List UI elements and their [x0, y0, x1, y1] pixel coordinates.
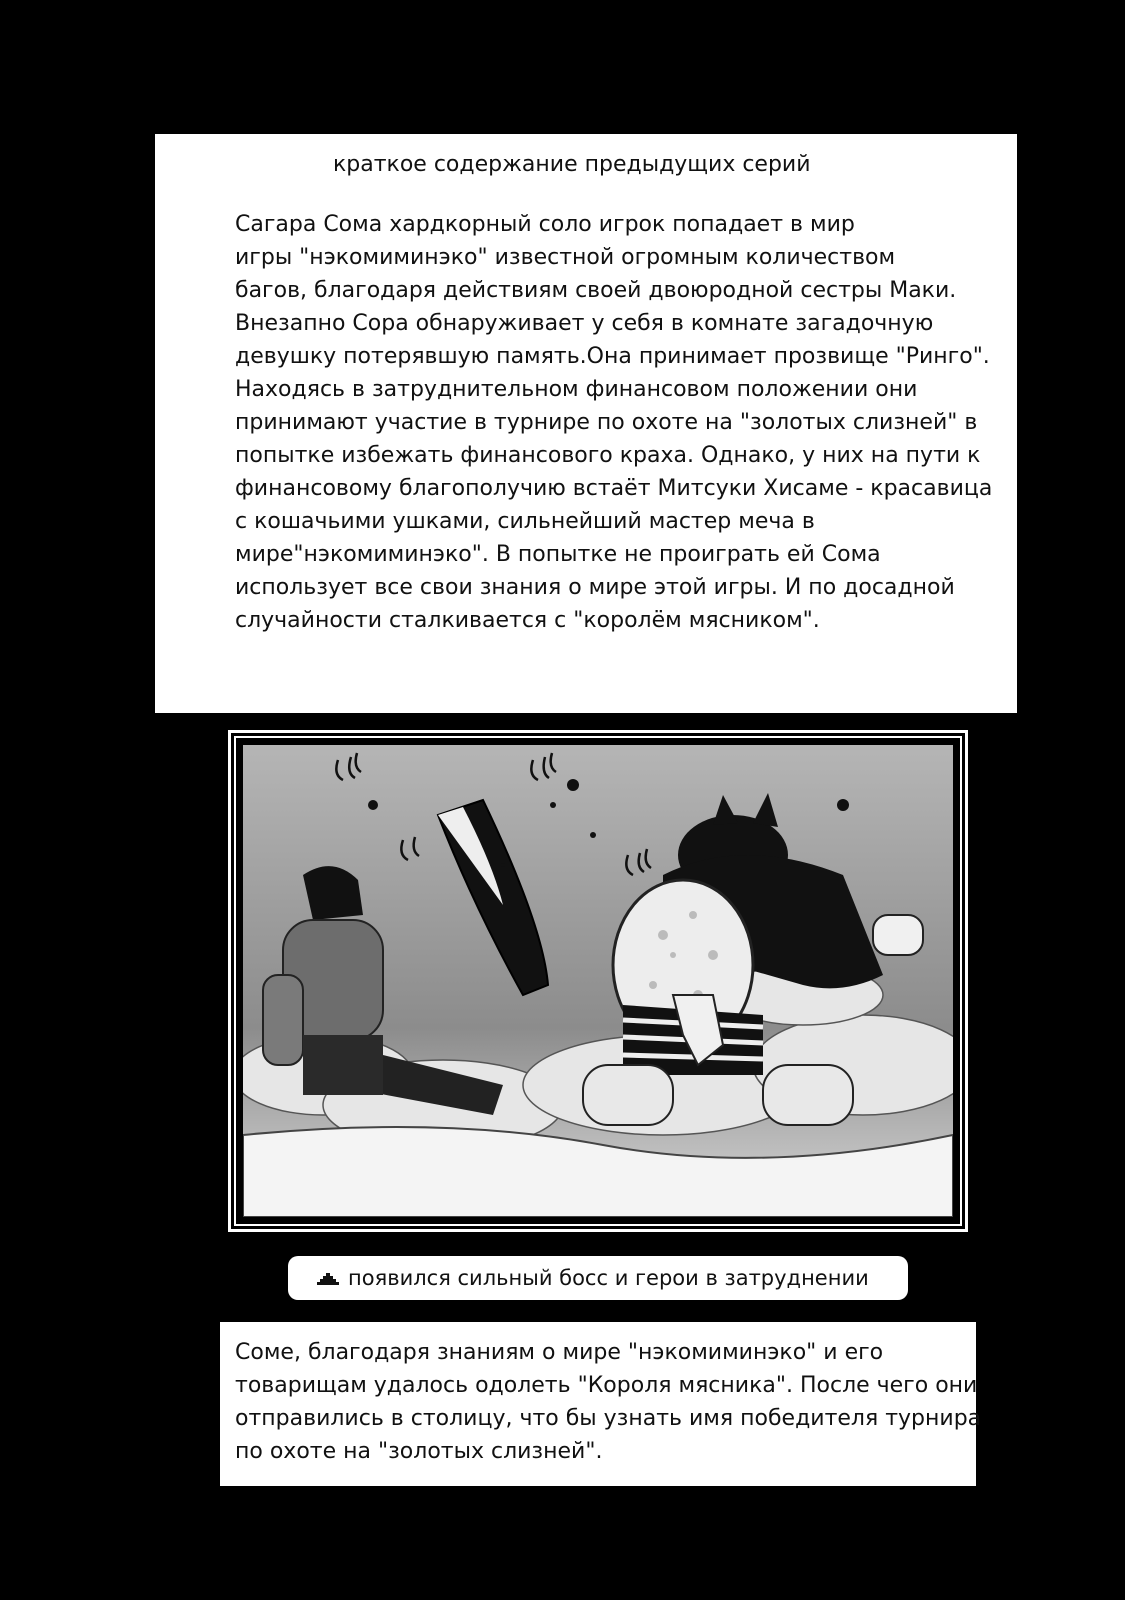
summary-line: девушку потерявшую память.Она принимает прозвище "Ринго".	[235, 344, 990, 369]
summary-line: игры "нэкомиминэко" известной огромным количеством	[235, 245, 896, 270]
result-box	[220, 1322, 982, 1486]
summary-text	[235, 208, 995, 637]
manga-scene-illustration	[243, 745, 953, 1217]
summary-line: использует все свои знания о мире этой игры. И по досадной	[235, 575, 955, 600]
summary-line: Находясь в затруднительном финансовом положении они	[235, 377, 918, 402]
summary-heading: краткое содержание предыдущих серий	[333, 152, 811, 177]
summary-line: случайности сталкивается с "королём мясником".	[235, 608, 820, 633]
summary-line: с кошачьими ушками, сильнейший мастер меча в	[235, 509, 815, 534]
summary-line: мире"нэкомиминэко". В попытке не проиграть ей Сома	[235, 542, 881, 567]
manga-panel	[228, 730, 968, 1232]
result-line: товарищам удалось одолеть "Короля мясника". После чего они	[235, 1373, 978, 1398]
result-line: Соме, благодаря знаниям о мире "нэкомиминэко" и его	[235, 1340, 884, 1365]
caption-text: появился сильный босс и герои в затруднении	[348, 1266, 869, 1290]
slime-icon	[316, 1270, 340, 1286]
manga-scene-svg	[243, 745, 953, 1217]
result-line: по охоте на "золотых слизней".	[235, 1439, 603, 1464]
summary-line: Сагара Сома хардкорный соло игрок попадает в мир	[235, 212, 855, 237]
summary-line: багов, благодаря действиям своей двоюродной сестры Маки.	[235, 278, 957, 303]
summary-line: финансовому благополучию встаёт Митсуки Хисаме - красавица	[235, 476, 993, 501]
summary-line: принимают участие в турнире по охоте на "золотых слизней" в	[235, 410, 978, 435]
caption-pill	[288, 1256, 908, 1300]
result-line: отправились в столицу, что бы узнать имя победителя турнира	[235, 1406, 982, 1431]
summary-line: попытке избежать финансового краха. Однако, у них на пути к	[235, 443, 981, 468]
result-text	[235, 1336, 982, 1468]
summary-line: Внезапно Сора обнаруживает у себя в комнате загадочную	[235, 311, 934, 336]
summary-box	[155, 134, 1017, 713]
